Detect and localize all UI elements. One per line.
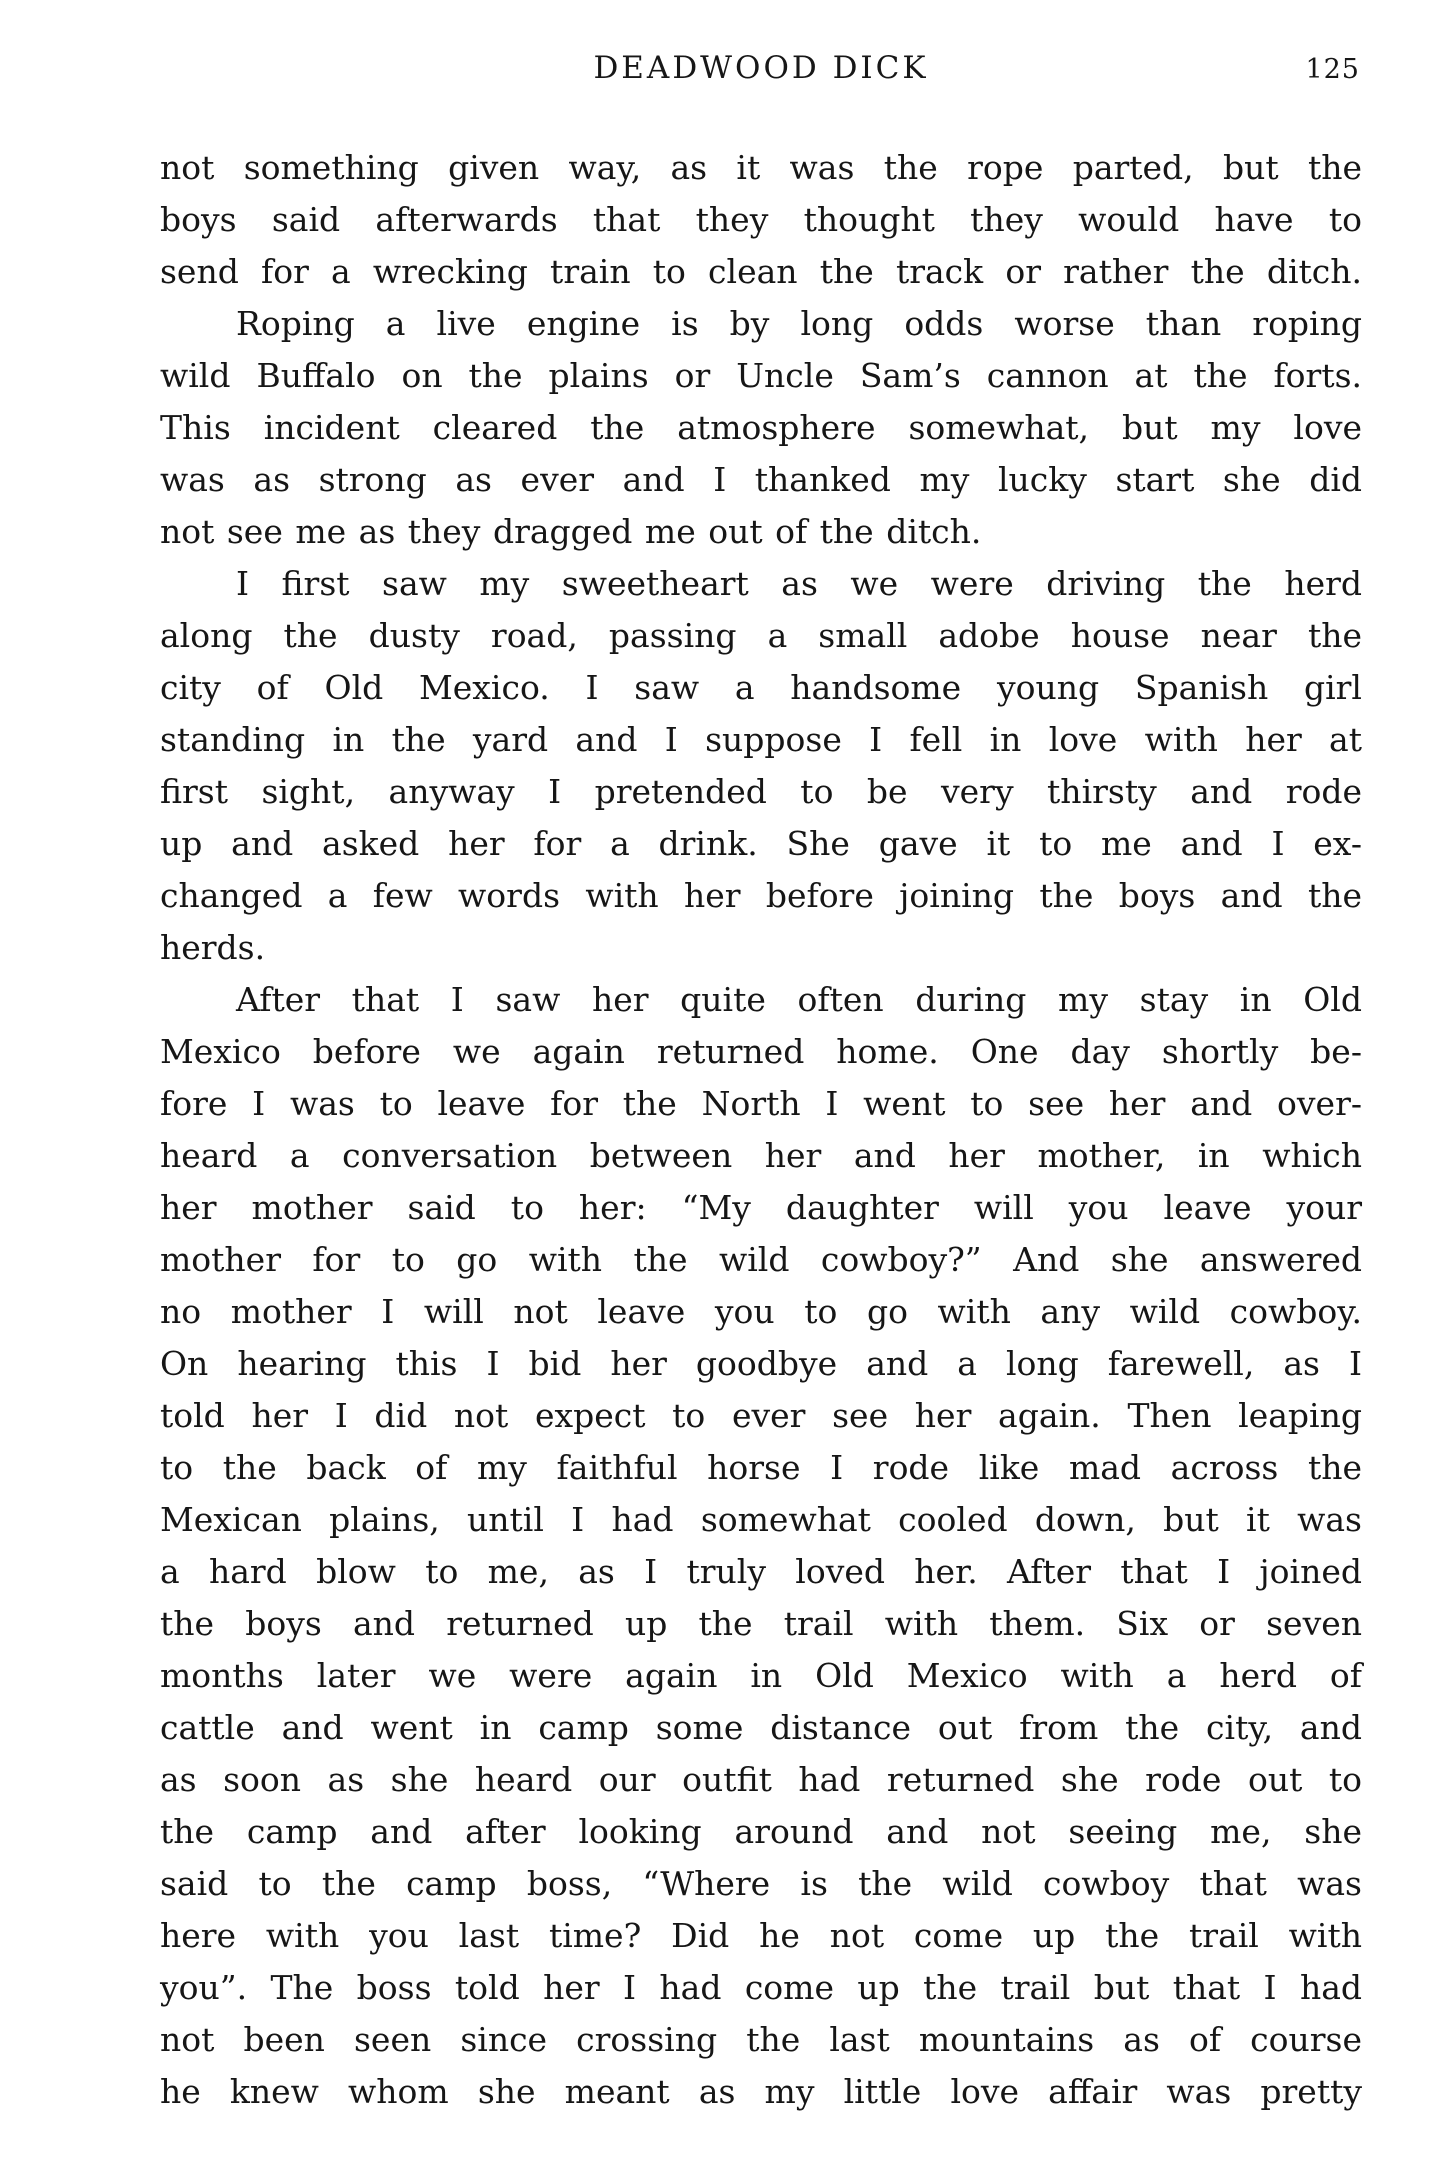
page-header: [160, 50, 1362, 94]
text-line: said to the camp boss, “Where is the wild cowboy that was: [160, 1864, 1362, 1903]
text-line: first sight, anyway I pretended to be very thirsty and rode: [160, 772, 1362, 811]
running-title: DEADWOOD DICK: [593, 50, 929, 86]
text-line: not see me as they dragged me out of the ditch.: [160, 512, 982, 551]
text-line: months later we were again in Old Mexico with a herd of: [160, 1656, 1362, 1695]
text-line: Roping a live engine is by long odds worse than roping: [236, 304, 1362, 343]
text-line: to the back of my faithful horse I rode like mad across the: [160, 1448, 1362, 1487]
text-line: not something given way, as it was the rope parted, but the: [160, 148, 1362, 187]
text-line: changed a few words with her before joining the boys and the: [160, 876, 1362, 915]
text-line: heard a conversation between her and her mother, in which: [160, 1136, 1362, 1175]
text-line: cattle and went in camp some distance out from the city, and: [160, 1708, 1362, 1747]
text-line: Mexican plains, until I had somewhat cooled down, but it was: [160, 1500, 1362, 1539]
text-line: no mother I will not leave you to go with any wild cowboy.: [160, 1292, 1362, 1331]
text-line: city of Old Mexico. I saw a handsome young Spanish girl: [160, 668, 1362, 707]
text-line: along the dusty road, passing a small adobe house near the: [160, 616, 1362, 655]
text-line: send for a wrecking train to clean the track or rather the ditch.: [160, 252, 1362, 291]
text-line: told her I did not expect to ever see her again. Then leaping: [160, 1396, 1362, 1435]
text-line: mother for to go with the wild cowboy?” And she answered: [160, 1240, 1362, 1279]
text-block: [160, 142, 1362, 2118]
text-line: fore I was to leave for the North I went to see her and over-: [160, 1084, 1362, 1123]
text-line: Mexico before we again returned home. One day shortly be-: [160, 1032, 1362, 1071]
text-line: not been seen since crossing the last mountains as of course: [160, 2020, 1362, 2059]
text-line: On hearing this I bid her goodbye and a long farewell, as I: [160, 1344, 1362, 1383]
text-line: as soon as she heard our outfit had returned she rode out to: [160, 1760, 1362, 1799]
text-line: you”. The boss told her I had come up the trail but that I had: [160, 1968, 1362, 2007]
text-line: boys said afterwards that they thought they would have to: [160, 200, 1362, 239]
text-line: herds.: [160, 928, 266, 967]
text-line: a hard blow to me, as I truly loved her. After that I joined: [160, 1552, 1362, 1591]
text-line: was as strong as ever and I thanked my lucky start she did: [160, 460, 1362, 499]
text-line: here with you last time? Did he not come up the trail with: [160, 1916, 1362, 1955]
page-number: 125: [1305, 54, 1360, 85]
text-line: wild Buffalo on the plains or Uncle Sam’s cannon at the forts.: [160, 356, 1362, 395]
text-line: her mother said to her: “My daughter will you leave your: [160, 1188, 1362, 1227]
text-line: I first saw my sweetheart as we were driving the herd: [236, 564, 1362, 603]
text-line: standing in the yard and I suppose I fell in love with her at: [160, 720, 1362, 759]
text-line: he knew whom she meant as my little love affair was pretty: [160, 2072, 1362, 2111]
text-line: After that I saw her quite often during my stay in Old: [236, 980, 1362, 1019]
text-line: up and asked her for a drink. She gave it to me and I ex-: [160, 824, 1362, 863]
text-line: the boys and returned up the trail with them. Six or seven: [160, 1604, 1362, 1643]
text-line: This incident cleared the atmosphere somewhat, but my love: [160, 408, 1362, 447]
text-line: the camp and after looking around and not seeing me, she: [160, 1812, 1362, 1851]
